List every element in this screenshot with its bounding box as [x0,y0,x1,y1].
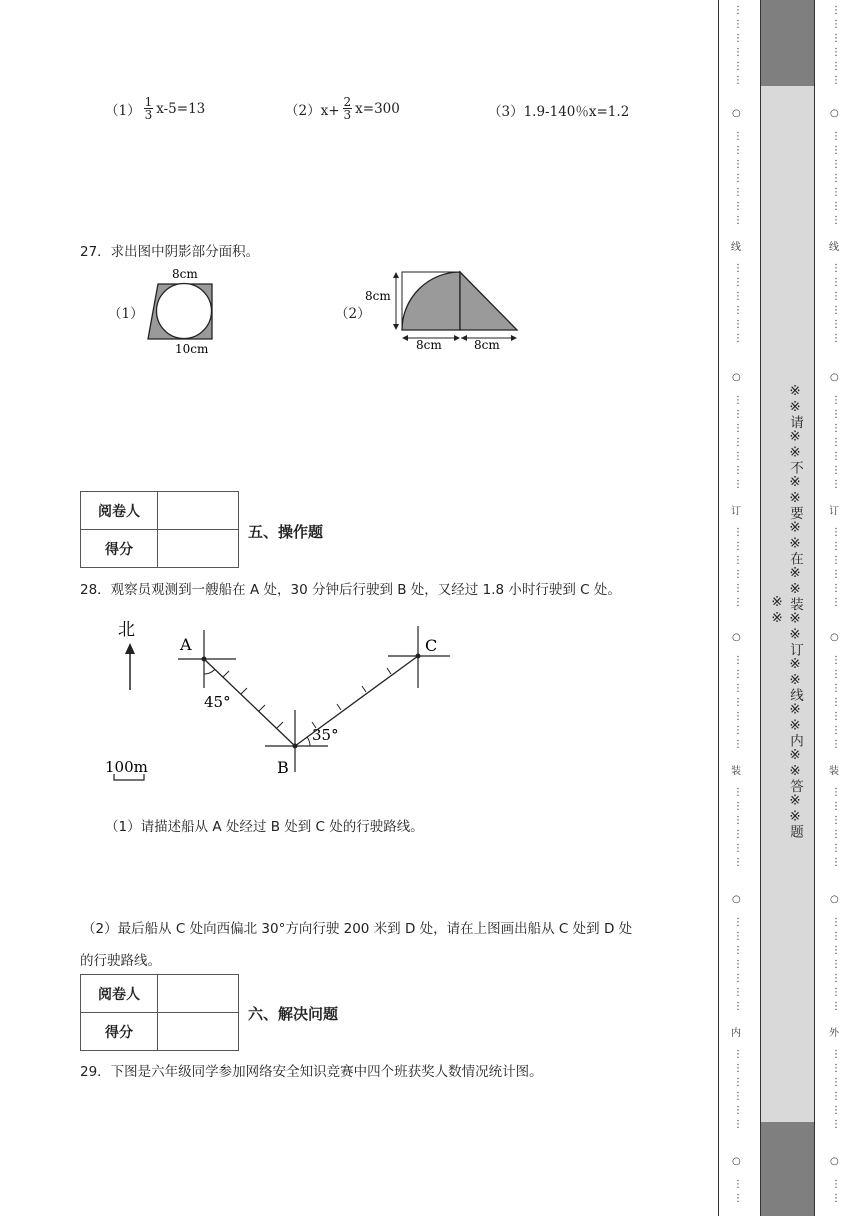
fig1-top-label: 8cm [172,267,198,281]
fig1-bottom-label: 10cm [175,342,209,356]
binding-dark-block-top [760,0,814,86]
section-5-title: 五、操作题 [248,523,324,541]
score-label: 得分 [81,530,158,568]
reviewer-blank[interactable] [158,492,239,530]
fig1-label: （1） [108,306,144,322]
angle-35-label: 35° [312,726,339,744]
fig2-base2-label: 8cm [474,338,500,352]
point-b-label: B [277,758,289,777]
angle-45-label: 45° [204,693,231,711]
fig2-label: （2） [335,306,371,322]
question-28-part-2-line2: 的行驶路线。 [80,953,161,969]
fig2-base1-label: 8cm [416,338,442,352]
question-28-part-1: （1）请描述船从 A 处经过 B 处到 C 处的行驶路线。 [105,819,424,835]
score-blank[interactable] [158,1013,239,1051]
fraction: $\frac{2}{3}$ [343,95,352,122]
binding-strip-outer: ⋮ ⋮ ⋮ ⋮ ⋮ ⋮ ○ ⋮ ⋮ ⋮ ⋮ ⋮ ⋮ ⋮ 线 ⋮ ⋮ ⋮ ⋮ ⋮ ⋮ ○ ⋮ ⋮ ⋮ ⋮ ⋮ ⋮ ⋮ 订 ⋮ ⋮ ⋮ ⋮ ⋮ ⋮ ○ ⋮ ⋮ ⋮ ⋮ ⋮ ⋮ ⋮ 装 ⋮ ⋮ ⋮ ⋮ ⋮ ⋮ ○ ⋮ ⋮ ⋮ ⋮ ⋮ ⋮ ⋮ 外 ⋮ ⋮ ⋮ ⋮ ⋮ ⋮ ○ ⋮ ⋮ [829,5,841,1204]
fig2-height-label: 8cm [365,289,391,303]
section-6-title: 六、解决问题 [248,1005,339,1023]
binding-border-left [718,0,719,1216]
scale-label: 100m [105,758,148,776]
equation-3: （3）1.9-140％x=1.2 [488,104,630,120]
score-box-1 [80,491,239,568]
equation-1: （1） $\frac{1}{3}$ x-5=13 [105,95,206,122]
navigation-map [100,610,460,785]
binding-dark-block-bottom [760,1122,814,1216]
north-label: 北 [118,620,135,640]
reviewer-blank[interactable] [158,975,239,1013]
quarter-circle-triangle-figure [362,265,527,355]
binding-strip-inner: ⋮ ⋮ ⋮ ⋮ ⋮ ⋮ ○ ⋮ ⋮ ⋮ ⋮ ⋮ ⋮ ⋮ 线 ⋮ ⋮ ⋮ ⋮ ⋮ ⋮ ○ ⋮ ⋮ ⋮ ⋮ ⋮ ⋮ ⋮ 订 ⋮ ⋮ ⋮ ⋮ ⋮ ⋮ ○ ⋮ ⋮ ⋮ ⋮ ⋮ ⋮ ⋮ 装 ⋮ ⋮ ⋮ ⋮ ⋮ ⋮ ○ ⋮ ⋮ ⋮ ⋮ ⋮ ⋮ ⋮ 内 ⋮ ⋮ ⋮ ⋮ ⋮ ⋮ ○ ⋮ ⋮ [731,5,743,1204]
reviewer-label: 阅卷人 [81,492,158,530]
binding-warning-text: ※※请※※不※※要※※在※※装※※订※※线※※内※※答※※题※※ [769,382,803,838]
route-b-c [295,656,418,746]
fraction: $\frac{1}{3}$ [144,95,153,122]
reviewer-label: 阅卷人 [81,975,158,1013]
circle-shape [157,284,212,339]
point-c-label: C [425,636,438,655]
quarter-circle-shape [402,272,460,330]
question-29: 29．下图是六年级同学参加网络安全知识竞赛中四个班获奖人数情况统计图。 [80,1064,543,1080]
score-label: 得分 [81,1013,158,1051]
equation-2: （2）x+ $\frac{2}{3}$ x=300 [285,95,400,122]
score-box-2 [80,974,239,1051]
trapezoid-circle-figure [140,264,230,359]
triangle-shape [460,272,517,330]
point-a-label: A [180,635,192,654]
score-blank[interactable] [158,530,239,568]
question-28: 28．观察员观测到一艘船在 A 处，30 分钟后行驶到 B 处，又经过 1.8 小时行驶到 C 处。 [80,582,621,598]
question-28-part-2-line1: （2）最后船从 C 处向西偏北 30°方向行驶 200 米到 D 处，请在上图画出船从 C 处到 D 处 [82,921,633,937]
question-27: 27．求出图中阴影部分面积。 [80,244,260,260]
